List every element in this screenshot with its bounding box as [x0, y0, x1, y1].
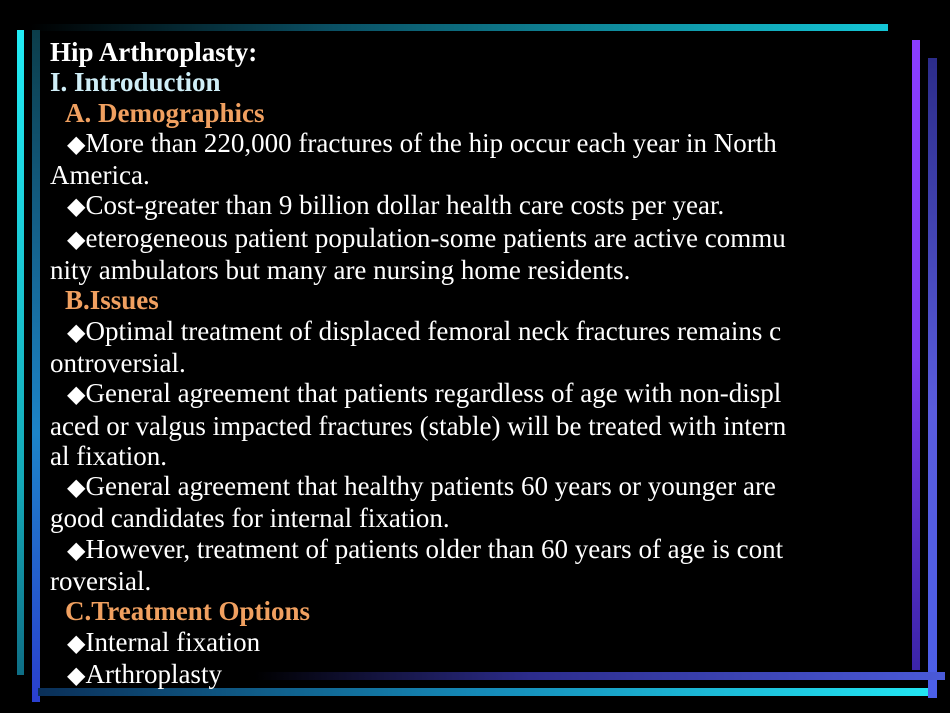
- right-border-bar-outer: [928, 58, 937, 698]
- slide-content: [50, 37, 918, 691]
- bullet-text: eterogeneous patient population-some patients are active commu: [85, 222, 786, 253]
- subsection-heading-demographics: A. Demographics: [65, 97, 265, 128]
- bullet-continuation: America.: [50, 160, 150, 191]
- diamond-bullet-icon: ◆: [67, 475, 86, 502]
- bullet-continuation: roversial.: [50, 566, 152, 597]
- bullet-continuation: ontroversial.: [50, 347, 186, 378]
- bullet-item: [50, 659, 918, 691]
- diamond-bullet-icon: ◆: [67, 630, 86, 657]
- bullet-item: [50, 316, 918, 348]
- subsection-heading-issues: B.Issues: [65, 285, 159, 316]
- bullet-item: [50, 471, 918, 503]
- bullet-text: Cost-greater than 9 billion dollar health care costs per year.: [85, 190, 725, 221]
- subsection-heading-treatment-options: C.Treatment Options: [65, 596, 310, 627]
- diamond-bullet-icon: ◆: [67, 662, 86, 689]
- bullet-item: [50, 378, 918, 410]
- section-heading: I. Introduction: [50, 67, 221, 98]
- diamond-bullet-icon: ◆: [67, 382, 86, 409]
- bullet-text: Internal fixation: [85, 626, 261, 657]
- bullet-item: [50, 223, 918, 255]
- diamond-bullet-icon: ◆: [67, 226, 86, 253]
- diamond-bullet-icon: ◆: [67, 319, 86, 346]
- bullet-item: [50, 128, 918, 160]
- left-border-bar-inner: [32, 30, 40, 702]
- left-border-bar-outer: [17, 30, 24, 675]
- bullet-text: However, treatment of patients older than 60 years of age is cont: [85, 533, 784, 564]
- top-border-bar: [30, 24, 888, 31]
- bullet-text: More than 220,000 fractures of the hip occur each year in North: [85, 127, 777, 158]
- bullet-continuation: aced or valgus impacted fractures (stable) will be treated with intern: [50, 410, 787, 441]
- bullet-text: General agreement that healthy patients 60 years or younger are: [85, 471, 776, 502]
- bullet-item: [50, 190, 918, 222]
- bullet-item: [50, 627, 918, 659]
- slide-title: Hip Arthroplasty:: [50, 37, 258, 67]
- bullet-continuation: good candidates for internal fixation.: [50, 503, 450, 534]
- diamond-bullet-icon: ◆: [67, 194, 86, 221]
- diamond-bullet-icon: ◆: [67, 537, 86, 564]
- bullet-continuation: al fixation.: [50, 440, 167, 471]
- bullet-text: Arthroplasty: [85, 658, 222, 689]
- bullet-text: Optimal treatment of displaced femoral neck fractures remains c: [85, 315, 782, 346]
- bullet-text: General agreement that patients regardless of age with non-displ: [85, 378, 782, 409]
- bullet-continuation: nity ambulators but many are nursing home residents.: [50, 255, 631, 286]
- bullet-item: [50, 534, 918, 566]
- diamond-bullet-icon: ◆: [67, 131, 86, 158]
